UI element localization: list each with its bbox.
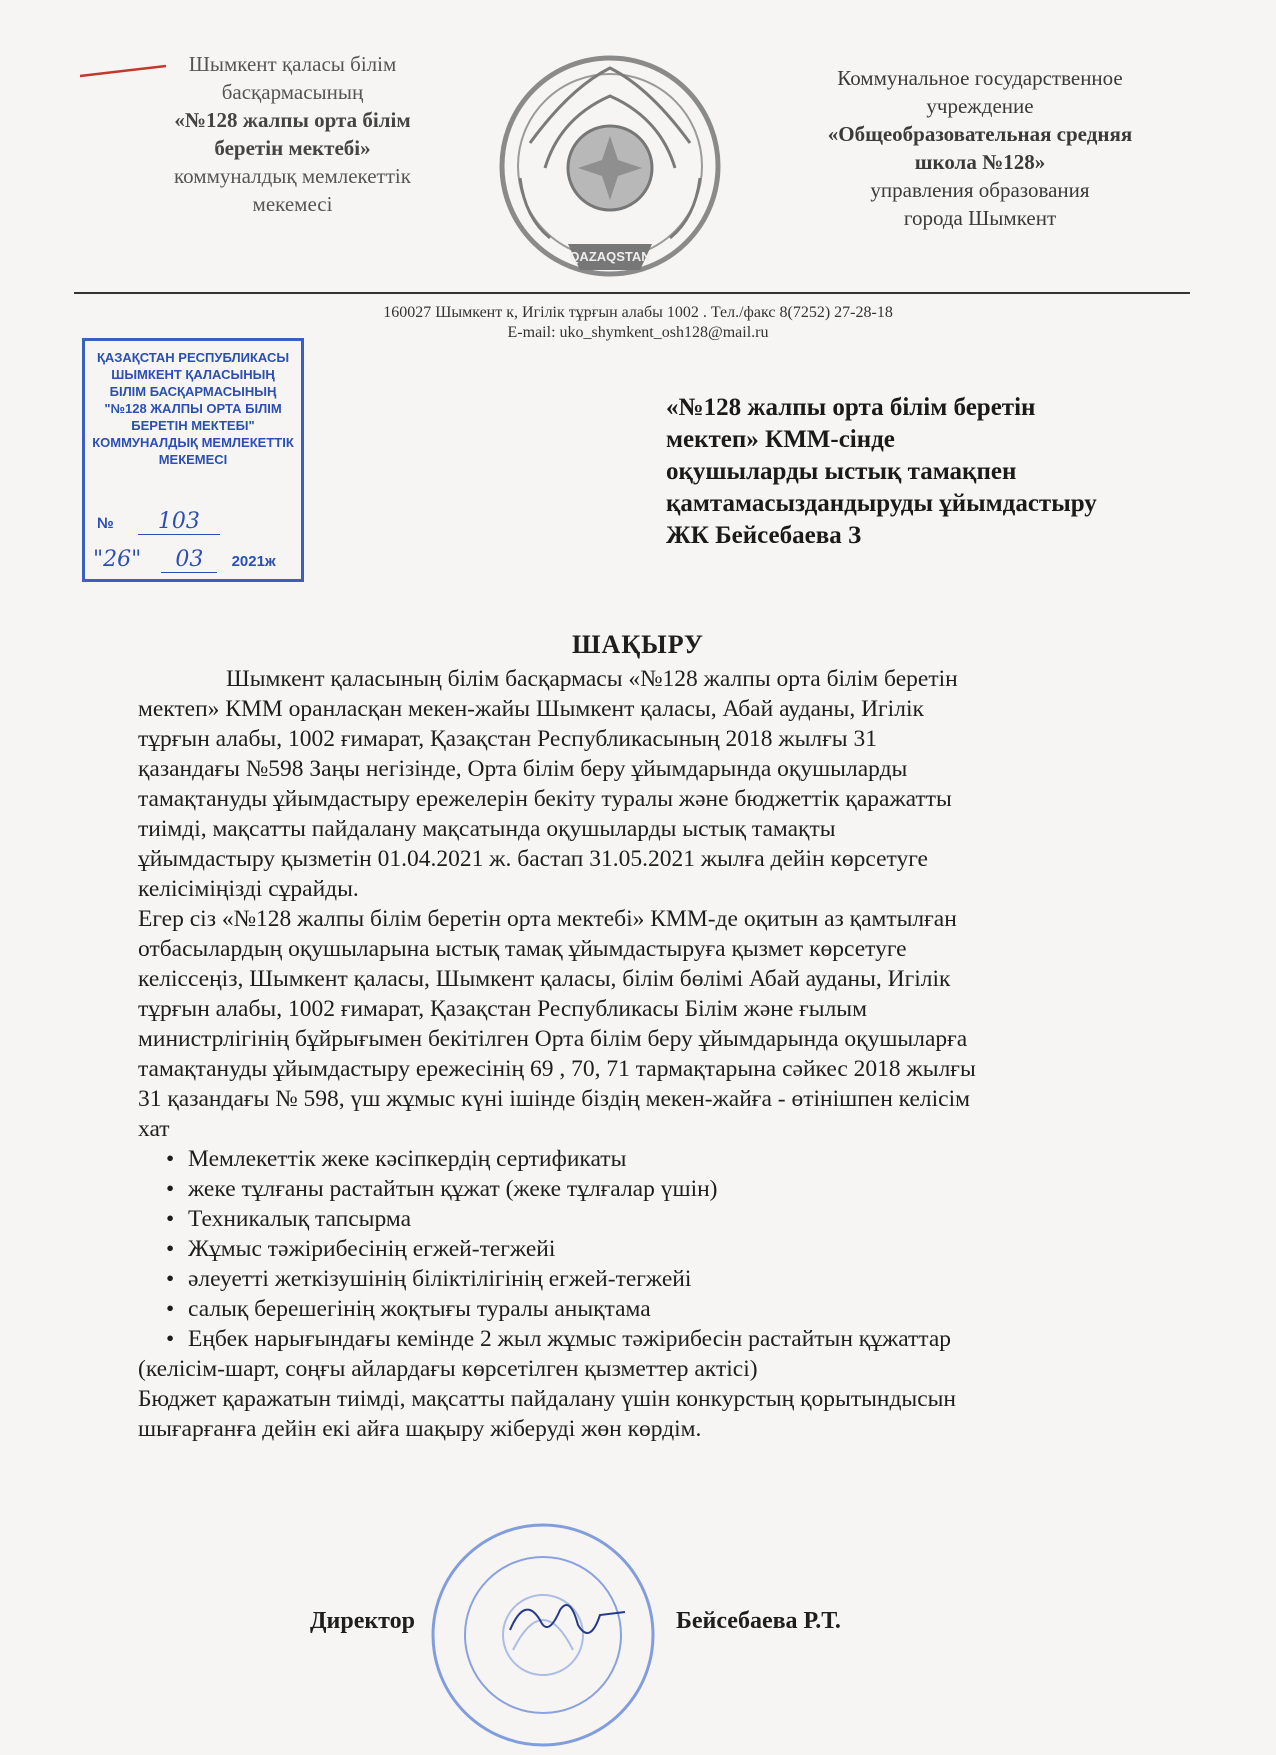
list-item-text: Техникалық тапсырма [188, 1206, 411, 1232]
body-line: тамақтануды ұйымдастыру ережесінің 69 , 70, 71 тармақтарына сәйкес 2018 жылғы [138, 1056, 976, 1082]
list-continuation: (келісім-шарт, соңғы айлардағы көрсетілген қызметтер актісі) [138, 1356, 758, 1382]
stamp-line: ШЫМКЕНТ ҚАЛАСЫНЫҢ [111, 367, 275, 382]
header-right-school: школа №128» [914, 150, 1046, 174]
header-left-line: коммуналдық мемлекеттік [174, 164, 411, 188]
header-right-school: «Общеобразовательная средняя [827, 122, 1133, 146]
addressee-line: қамтамасыздандыруды ұйымдастыру [666, 490, 1097, 517]
header-left-line: мекемесі [252, 192, 333, 216]
body-line: қазандағы №598 Заңы негізінде, Орта білім беру ұйымдарында оқушыларды [138, 756, 908, 782]
list-item [166, 1234, 1178, 1264]
stamp-line: ҚАЗАҚСТАН РЕСПУБЛИКАСЫ [96, 350, 290, 365]
header-left-school: «№128 жалпы орта білім [174, 108, 411, 132]
body-line: тамақтануды ұйымдастыру ережелерін бекіту туралы және бюджеттік қаражатты [138, 786, 952, 812]
addressee-block [666, 392, 1186, 552]
addressee-line: «№128 жалпы орта білім беретін [666, 394, 1036, 421]
bullet-icon: • [166, 1266, 175, 1292]
addressee-line: ЖК Бейсебаева З [666, 522, 862, 549]
stamp-date [93, 547, 276, 572]
body-line: тұрғын алабы, 1002 ғимарат, Қазақстан Республикасының 2018 жылғы 31 [138, 726, 877, 752]
paragraph-1 [138, 664, 1178, 904]
body-line: келісіміңізді сұрайды. [138, 876, 359, 902]
stamp-number-label: № [97, 515, 114, 532]
registration-stamp [82, 338, 304, 582]
list-item-text: жеке тұлғаны растайтын құжат (жеке тұлғалар үшін) [188, 1176, 718, 1202]
emblem-text: QAZAQSTAN [569, 249, 651, 264]
bullet-icon: • [166, 1206, 175, 1232]
body-line: Шымкент қаласының білім басқармасы «№128 жалпы орта білім беретін [226, 666, 958, 692]
bullet-icon: • [166, 1296, 175, 1322]
stamp-date-suffix: ж [264, 553, 276, 570]
body-line: отбасылардың оқушыларына ыстық тамақ ұйымдастыруға қызмет көрсетуге [138, 936, 907, 962]
document-title: ШАҚЫРУ [571, 630, 705, 659]
header-left-line: басқармасының [221, 80, 364, 104]
addressee-line: оқушыларды ыстық тамақпен [666, 458, 1017, 485]
kazakhstan-emblem-icon [490, 48, 730, 288]
stamp-line: КОММУНАЛДЫҚ МЕМЛЕКЕТТІК [92, 435, 294, 450]
header-left-school: беретін мектебі» [214, 136, 371, 160]
list-item-text: Еңбек нарығындағы кемінде 2 жыл жұмыс тәжірибесін растайтын құжаттар [188, 1326, 952, 1352]
contact-address: 160027 Шымкент к, Игілік тұрғын алабы 1002 . Тел./факс 8(7252) 27-28-18 [383, 304, 893, 321]
letter-body [138, 664, 1178, 1444]
contact-email: E-mail: uko_shymkent_osh128@mail.ru [507, 324, 769, 341]
list-item-text: Мемлекеттік жеке кәсіпкердің сертификаты [188, 1146, 627, 1172]
body-line: шығарғанға дейін екі айға шақыру жіберуді жөн көрдім. [138, 1416, 702, 1442]
signature-role: Директор [310, 1608, 415, 1634]
list-item-text: салық берешегінің жоқтығы туралы анықтама [188, 1296, 651, 1322]
stamp-line: БЕРЕТІН МЕКТЕБІ" [131, 418, 255, 433]
bullet-icon: • [166, 1176, 175, 1202]
contact-info [0, 303, 1276, 343]
paragraph-3 [138, 1384, 1178, 1444]
body-line: Егер сіз «№128 жалпы білім беретін орта мектебі» КММ-де оқитын аз қамтылған [138, 906, 957, 932]
bullet-icon: • [166, 1146, 175, 1172]
body-line: министрлігінің бұйрығымен бекітілген Орта білім беру ұйымдарында оқушыларға [138, 1026, 968, 1052]
list-item [166, 1204, 1178, 1234]
stamp-number-value: 103 [138, 509, 220, 535]
stamp-number [97, 509, 220, 534]
addressee-line: мектеп» КММ-сінде [666, 426, 895, 453]
list-item [166, 1264, 1178, 1294]
stamp-date-day: "26" [93, 547, 142, 572]
director-signature [500, 1590, 630, 1650]
bullet-icon: • [166, 1236, 175, 1262]
header-right-line: Коммунальное государственное [837, 66, 1123, 90]
header-right-line: управления образования [870, 178, 1090, 202]
list-item [166, 1174, 1178, 1204]
body-line: тиімді, мақсатты пайдалану мақсатында оқушыларды ыстық тамақты [138, 816, 836, 842]
header-left-line: Шымкент қаласы білім [188, 52, 397, 76]
header-right-russian [790, 64, 1170, 232]
body-line: хат [138, 1116, 170, 1142]
header-divider [74, 292, 1190, 294]
body-line: тұрғын алабы, 1002 ғимарат, Қазақстан Республикасы Білім және ғылым [138, 996, 867, 1022]
body-line: 31 қазандағы № 598, үш жұмыс күні ішінде біздің мекен-жайға - өтінішпен келісім [138, 1086, 971, 1112]
header-right-line: учреждение [926, 94, 1034, 118]
requirements-list [138, 1144, 1178, 1354]
stamp-line: МЕКЕМЕСІ [158, 452, 228, 467]
header-left-kazakh [120, 50, 465, 218]
list-item-text: Жұмыс тәжірибесінің егжей-тегжейі [188, 1236, 556, 1262]
paragraph-2 [138, 904, 1178, 1144]
stamp-line: "№128 ЖАЛПЫ ОРТА БІЛІМ [104, 401, 282, 416]
list-item [166, 1324, 1178, 1354]
body-line: Бюджет қаражатын тиімді, мақсатты пайдалану үшін конкурстың қорытындысын [138, 1386, 957, 1412]
list-item-text: әлеуетті жеткізушінің біліктілігінің егжей-тегжейі [188, 1266, 692, 1292]
stamp-date-month: 03 [161, 547, 217, 573]
bullet-icon: • [166, 1326, 175, 1352]
body-line: мектеп» КММ оранласқан мекен-жайы Шымкент қаласы, Абай ауданы, Игілік [138, 696, 924, 722]
stamp-date-year: 2021 [231, 553, 265, 570]
list-item [166, 1294, 1178, 1324]
body-line: келіссеңіз, Шымкент қаласы, Шымкент қаласы, білім бөлімі Абай ауданы, Игілік [138, 966, 951, 992]
body-line: ұйымдастыру қызметін 01.04.2021 ж. бастап 31.05.2021 жылға дейін көрсетуге [138, 846, 928, 872]
stamp-line: БІЛІМ БАСҚАРМАСЫНЫҢ [109, 384, 277, 399]
list-item [166, 1144, 1178, 1174]
signature-name: Бейсебаева Р.Т. [676, 1608, 841, 1634]
header-right-line: города Шымкент [903, 206, 1057, 230]
